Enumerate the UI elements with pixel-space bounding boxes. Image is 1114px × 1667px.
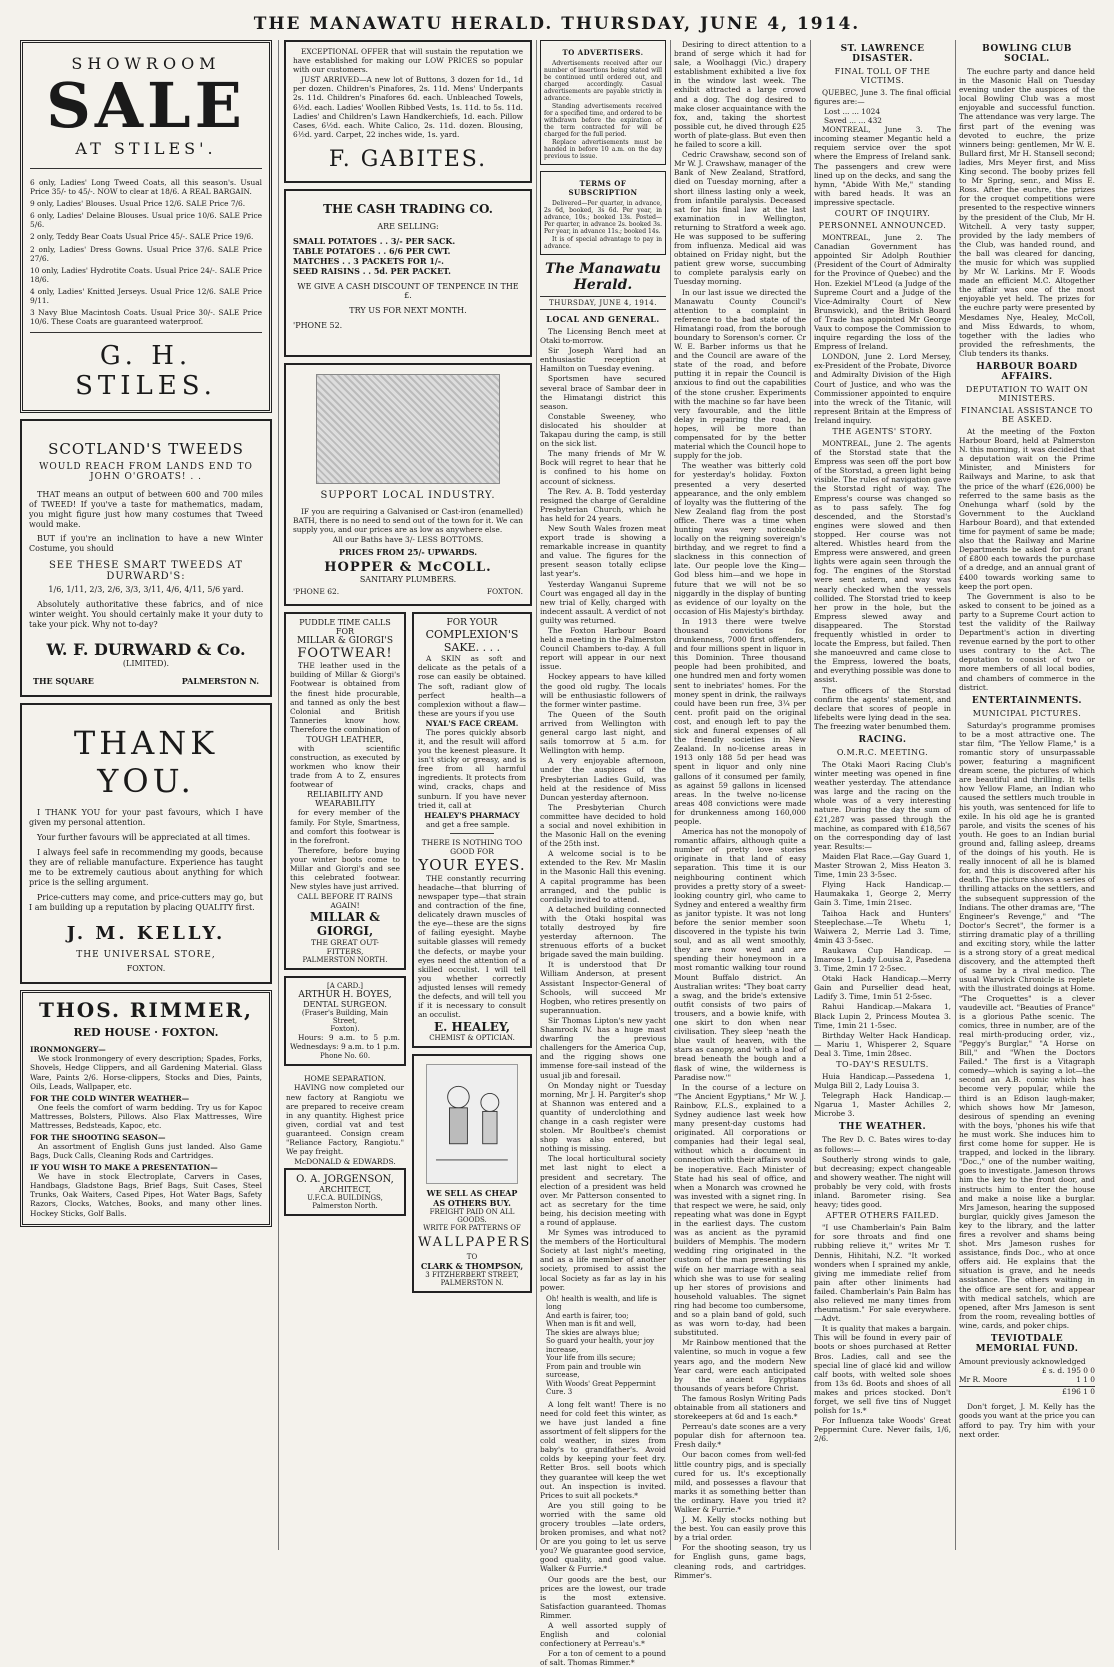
ad-text: TO	[466, 1253, 478, 1262]
column-4	[674, 40, 806, 1580]
section-subheading: FINANCIAL ASSISTANCE TO BE ASKED.	[960, 406, 1094, 424]
news-paragraph: On Monday night or Tuesday morning, Mr J. H. Pargiter's shop at Shannon was entered and a quantity of underclothing and change in a cash register were stolen. Mr Boultbee's chemist shop was also entered, but nothing is missing.	[540, 1080, 666, 1154]
verse	[546, 1295, 666, 1397]
advertiser-name: MILLAR &	[309, 910, 381, 925]
verse-line: Oh! health is wealth, and life is long	[546, 1294, 657, 1312]
town: PALMERSTON N.	[440, 1279, 504, 1288]
advertiser-name: W. F. DURWARD & Co.	[46, 640, 246, 660]
ad-text: All our Baths have 3/- LESS BOTTOMS.	[332, 535, 484, 545]
ad-text: One feels the comfort of warm bedding. Try us for Kapoc Mattresses, Bolsters, Pillows. Also Flax Mattresses, Wire Mattresses, Bedsteads, Kapoc, etc.	[30, 1102, 262, 1130]
issue-date: THURSDAY, JUNE 4, 1914.	[540, 296, 666, 310]
advertiser-name: THOS. RIMMER,	[39, 998, 253, 1023]
ad-text: Therefore, before buying your winter boots come to Millar and Giorgi's and see this celebrated footwear. New styles have just arrived.	[290, 845, 400, 892]
fund-row	[959, 1375, 1095, 1384]
section-heading: LOCAL AND GENERAL.	[546, 314, 660, 324]
sale-heading: SALE	[46, 69, 246, 142]
section-heading: ST. LAWRENCE DISASTER.	[840, 44, 925, 64]
column-1	[20, 40, 272, 1550]
advertiser-name: GIORGI,	[316, 924, 374, 939]
verse-line: From pain and trouble win surcease,	[546, 1362, 642, 1380]
phone: 'PHONE 62.	[293, 587, 340, 597]
news-paragraph: Constable Sweeney, who dislocated his shoulder at Takapau during the camp, is still on the sick list.	[540, 411, 666, 449]
fund-label: Amount previously acknowledged	[959, 1357, 1086, 1366]
ad-heading: AS OTHERS BUY.	[433, 1198, 511, 1209]
news-paragraph: Our bacon comes from well-fed little country pigs, and is specially cured for us. It's exceptionally mild, and possesses a flavour that marks it as something better than the ordinary. Have you tried it? Walker & Furrie.*	[674, 1450, 806, 1514]
column-rule	[955, 40, 956, 1550]
ad-subheading: THERE IS NOTHING TOO GOOD FOR	[421, 837, 523, 856]
news-paragraph: J. M. Kelly stocks nothing but the best. You can easily prove this by a trial order.	[674, 1515, 806, 1543]
fund-amount: 1 1 0	[1076, 1375, 1095, 1385]
fund-total: £196 1 0	[959, 1386, 1095, 1396]
stiles-ad	[20, 40, 272, 413]
ad-text: PRICES FROM 25/- UPWARDS.	[338, 547, 478, 558]
hopper-ad	[284, 363, 532, 606]
ad-subheading: HEALEY'S PHARMACY	[424, 810, 520, 820]
town: PALMERSTON NORTH.	[302, 956, 388, 965]
sale-item: 10 only, Ladies' Hydrotite Coats. Usual Price 24/-. SALE Price 18/6.	[30, 265, 262, 284]
ad-heading: COMPLEXION'S	[425, 628, 519, 642]
column-rule	[536, 40, 537, 1550]
separation-ad	[284, 1072, 406, 1168]
column-rule	[670, 40, 671, 1550]
section-heading: FOR THE COLD WINTER WEATHER—	[30, 1093, 190, 1103]
ad-text: and get a free sample.	[426, 819, 510, 829]
column-3	[540, 40, 666, 1667]
section-heading: ENTERTAINMENTS.	[971, 695, 1083, 706]
sale-item: 4 only, Ladies' Knitted Jerseys. Usual Price 12/6. SALE Price 9/11.	[30, 286, 262, 306]
column-2	[284, 40, 532, 1550]
ad-text: We have in stock Electroplate, Carvers in Cases, Handbags, Gladstone Bags, Brief Bags, Suit Cases, Steel Trunks, Oak Waiters, Cased Pipes, Hot Water Bags, Safety Razors, Clocks, Watches, Books, and many other lines. Hockey Sticks, Golf Balls.	[30, 1172, 262, 1218]
news-paragraph: Don't forget, J. M. Kelly has the goods you want at the price you can afford to pay. Try him with your next order.	[959, 1402, 1095, 1439]
news-paragraph: It is quality that makes a bargain. This will be found in every pair of boots or shoes purchased at Retter Bros. Ladies, call and see the special line of glacé kid and willow calf boots, with welted sole shoes from 13s 6d. Boots and shoes of all makes and prices stocked. Don't forget, we sell five tins of Nugget polish for 1s.*	[814, 1324, 951, 1416]
section-heading: BOWLING CLUB SOCIAL.	[982, 44, 1072, 64]
ad-text: Hours: 9 a.m. to 5 p.m. Wednesdays: 9 a.m. to 1 p.m.	[290, 1033, 400, 1052]
section-subheading: PERSONNEL ANNOUNCED.	[818, 221, 947, 231]
price-row: SEED RAISINS . . 5d. PER PACKET.	[293, 265, 451, 276]
news-paragraph: Perreau's date scones are a very popular dish for afternoon tea. Fresh daily.*	[674, 1422, 806, 1450]
news-paragraph: Saturday's programme promises to be a most attractive one. The star film, "The Yellow Flame," is a romantic story of unsurpassable power, featuring a magnificent dream scene, the pictures of which are beautiful and thrilling. It tells how Yellow Flame, an Indian who caused the settlers much trouble in his youth, was sentenced for life to exile. In his old age he is granted parole, and visits the scenes of his youth. He goes to an Indian burial ground and, falling asleep, dreams of the doings of his youth. He is really innocent of all he is blamed for, and this is discovered after his death. The picture shows a series of thrilling attacks on the settlers, and the subsequent suppression of the Indians. The other dramas are, "The Engineer's Revenge," and "The Doctor's Secret", the former is a stirring dramatic play of a thrilling and exciting story, while the latter is a strong story of a great medical discovery, and the attempted theft of same by a rival medico. The usual Warwick Chronicle is replete with the illustrated doings at Home. "The Croquettes" is a clever vaudeville act. "Beauties of France" is a glorious Pathe scenic. The comics, three in number, are of the real mirth-producing order, viz., "Peggy's Burglar," "A Horse on Bill," and "When the Doctors Failed." The first is a Vitagraph comedy—which is saying a lot—the second an A.B. comic which has become very popular, while the third is an Edison laugh-maker, which shows how Mr Jameson, desirous of spending an evening with the boys, 'phones his wife that he must work. She induces him to first come home for supper. He is trapped, and locked in the library. "Doc.," one of the number waiting, goes to investigate. Jameson throws him the key to the front door, and instructs him to enter the house and make a noise like a burglar. Mrs Jameson, hearing the supposed burglar, quickly gives Jameson the key to the library, and the latter fires a revolver and shams being shot. Mrs Jameson rushes for assistance, finds Doc., who at once offers aid. He explains that the situation is grave, and he needs assistance. The others waiting in the office are sent for, and appear with medical satchels, which are opened, after Mrs Jameson is sent from the room, revealing bottles of wine, cards, and poker chips.	[959, 720, 1095, 1330]
boyes-ad	[284, 976, 406, 1066]
notice-heading: TERMS OF SUBSCRIPTION	[568, 179, 638, 197]
news-paragraph: A long felt want! There is no need for cold feet this winter, as we have just landed a fine assortment of felt slippers for the cold weather, in sizes from baby's to grandfather's. Avoid colds by keeping your feet dry. Retter Bros. sell boots which they guarantee will keep the wet out. An inspection is invited. Prices to suit all pockets.*	[540, 1399, 666, 1500]
notice-text: Standing advertisements received for a specified time, and ordered to be withdrawn before the expiration of the term contracted for will be charged for the full period.	[544, 103, 662, 138]
advertisers-notice	[540, 40, 666, 165]
ad-subheading: ARCHITECT,	[318, 1185, 372, 1195]
ad-text: Your further favours will be appreciated at all times.	[37, 833, 251, 843]
news-paragraph: Taihoa Hack and Hunters' Steeplechase.—Te Whetu 1, Waiwera 2, Merrie Lad 3. Time, 4min 43 3-5sec.	[814, 908, 951, 945]
section-heading: TEVIOTDALE MEMORIAL FUND.	[975, 1334, 1079, 1354]
address: U.F.C.A. BUILDINGS,	[307, 1194, 383, 1203]
news-paragraph: Mr Symes was introduced to the members of the Horticultural Society at last night's meeting, and as a life member of another society, promised to assist the local Society as far as lay in his power.	[540, 1228, 666, 1292]
news-paragraph: Otaki Hack Handicap.—Merry Gain and Pursellier dead heat, Ladify 3. Time, 1min 51 2-5sec.	[814, 974, 951, 1002]
healey-ad	[412, 612, 532, 1048]
ad-text: JUST ARRIVED—A new lot of Buttons, 3 dozen for 1d., 1d per dozen. Children's Pinafores, 2s. 11d. Mens' Underpants 2s. 11d. Children's Pinafores 6d. each. Unbleached Towels, 6½d. each. Ladies' Woollen Ribbed Vests, 1s. 11d. to 5s. 11d. Ladies' and Children's Lawn Handkerchiefs, 1d. each. Pillow Cases, 6½d. each. White Calico, 2s. 11d. dozen. Blousing, 6½d. yard. Carpet, 22 inches wide, 1s. yard.	[293, 75, 523, 139]
advertiser-name: CLARK & THOMPSON,	[420, 1261, 524, 1272]
verse-line: The skies are always blue;	[546, 1328, 640, 1337]
ad-text: A SKIN as soft and delicate as the petals of a rose can easily be obtained. The soft, radiant glow of perfect health—a complexion without a flaw—these are yours if you use	[418, 654, 526, 718]
ad-heading: SAKE. . . .	[443, 641, 501, 655]
ad-heading: SUPPORT LOCAL INDUSTRY.	[320, 489, 496, 501]
fund-table	[959, 1357, 1095, 1396]
ad-text: WE GIVE A CASH DISCOUNT OF TENPENCE IN THE £.	[297, 281, 519, 300]
news-paragraph: A welcome social is to be extended to the Rev. Mr Maslin in the Masonic Hall this evening. A capital programme has been arranged, and the public is cordially invited to attend.	[540, 849, 666, 904]
verse-line: And earth is fairer, too;	[546, 1311, 629, 1320]
news-paragraph: New South Wales frozen meat export trade is showing a remarkable increase in quantity and value. The figures for the present season totally eclipse last year's.	[540, 523, 666, 579]
section-subheading: TO-DAY'S RESULTS.	[836, 1060, 929, 1069]
news-paragraph: Are you still going to be worried with the same old grocery troubles —late orders, broken promises, and what not? Or are you going to let us serve you? We guarantee good service, good quality, and good value. Walker & Furrie.*	[540, 1500, 666, 1574]
news-paragraph: The officers of the Storstad confirm the agents' statement, and declare that scores of people in lifebelts were lying dead in the sea. The freezing water benumbed them.	[814, 685, 951, 731]
phone: 'PHONE 52.	[293, 320, 343, 330]
ad-text: TRY US FOR NEXT MONTH.	[349, 305, 467, 315]
news-paragraph: In 1913 there were twelve thousand convictions for drunkenness, 7000 first offenders, and four millions spent in liquor in this Dominion. Three thousand people had been prohibited, and one hundred men and forty women sent to inebriates' homes. For the money spent in drink, the railways could have been run free, 3¼ per cent. profit paid on the original cost, and enough left to pay the sick and funeral expenses of all the friendly societies in New Zealand. In no-license areas in 1913 only 188 5d per head was spent in liquor and only nine gallons of it consumed per family, as against 59 gallons in licensed areas. In the twelve no-license areas 408 convictions were made for drunkenness among 160,000 people.	[674, 616, 806, 826]
ad-subcolumn	[412, 612, 532, 1299]
section-subheading: FINAL TOLL OF THE VICTIMS.	[834, 67, 931, 85]
advertiser-name: J. M. KELLY.	[66, 923, 226, 945]
news-paragraph: Our goods are the best, our prices are the lowest, our trade is the most extensive. Satisfaction guaranteed. Thomas Rimmer.	[540, 1574, 666, 1620]
ad-subheading: THE GREAT OUT-	[311, 938, 379, 948]
ad-subheading: NYAL'S FACE CREAM.	[425, 718, 519, 728]
ad-heading: HOME SEPARATION.	[304, 1074, 386, 1084]
subscription-notice	[540, 171, 666, 255]
ad-subcolumn	[284, 612, 406, 1299]
town: Palmerston North.	[312, 1202, 378, 1211]
ad-subheading: DENTAL SURGEON.	[303, 1000, 387, 1010]
section-heading: IRONMONGERY—	[30, 1045, 106, 1055]
fund-label: Mr R. Moore	[959, 1375, 1008, 1385]
ad-text: THE constantly recurring headache—that blurring of newspaper type—that strain and contraction of the fine, delicately drawn muscles of the eye—these are the signs of failing eyesight. Maybe suitable glasses will remedy the defects, or maybe your eyes need the attention of a skilled occulist. I will tell you whether correctly adjusted lenses will remedy the defects, and will tell you if it is necessary to consult an occulist.	[418, 873, 526, 1020]
news-paragraph: The Rev. A. B. Todd yesterday resigned the charge of Geraldine Presbyterian Church, which he has held for 24 years.	[540, 486, 666, 523]
address-line	[33, 676, 259, 686]
ad-text: with scientific construction, as executed by workmen who know their trade from A to Z, ensures footwear of	[290, 743, 400, 790]
price-list: 1/6, 1/11, 2/3, 2/6, 3/3, 3/11, 4/6, 4/11, 5/6 yard.	[48, 585, 244, 595]
news-paragraph: Maiden Flat Race.—Gay Guard 1, Master Strowan 2, Miss Heaton 3. Time, 1min 23 3-5sec.	[814, 851, 951, 880]
sale-item: 6 only, Ladies' Delaine Blouses. Usual price 10/6. SALE Price 5/6.	[30, 211, 262, 230]
ad-text: BUT if you're an inclination to have a new Winter Costume, you should	[29, 534, 263, 554]
notice-text: Advertisements received after our number of insertions being stated will be continued until ordered out, and charged accordingly. Casual advertisements are payable strictly in advance.	[544, 60, 662, 102]
ad-text: An assortment of English Guns just landed. Also Game Bags, Duck Calls, Cleaning Rods and Cartridges.	[30, 1141, 262, 1161]
price-row: SMALL POTATOES . . 3/- PER SACK.	[293, 235, 456, 246]
column-6	[959, 40, 1095, 1550]
ad-heading: WE SELL AS CHEAP	[426, 1188, 518, 1199]
section-subheading: O.M.R.C. MEETING.	[836, 748, 929, 757]
verse-line: With Woods' Great Peppermint Cure. 3	[546, 1379, 656, 1397]
column-5	[814, 40, 951, 1550]
news-paragraph: A very enjoyable afternoon, under the auspices of the Presbyterian Ladies Guild, was held at the residence of Miss Duncan yesterday afternoon.	[540, 756, 666, 802]
sale-item: 6 only, Ladies' Long Tweed Coats, all this season's. Usual Price 35/- to 45/-. NOW to clear at 18/6. A REAL BARGAIN.	[30, 178, 262, 197]
news-paragraph: In our last issue we directed the Manawatu County Council's attention to a complaint in reference to the bad state of the Himatangi road, from the borough boundary to Sorenson's corner. Cr W. E. Barber informs us that he and the Council are aware of the state of the road, and before putting it in repair the Council is anxious to find out the capabilities of the stone crusher. Experiments with the machine so far have been very favourable, and the little delay in repairing the road, he hopes, will be more than compensated for by the better material which the Council hope to supply for the job.	[674, 287, 806, 461]
news-paragraph: Raukawa Cup Handicap. — Imarose 1, Lady Louisa 2, Pasedena 3. Time, 2min 17 2-5sec.	[814, 945, 951, 974]
cartoon-illustration	[426, 1064, 518, 1184]
town: FOXTON.	[486, 587, 523, 597]
ad-text: I THANK YOU for your past favours, which I have given my personal attention.	[29, 808, 263, 828]
news-paragraph: For Influenza take Woods' Great Peppermint Cure. Never fails, 1/6, 2/6.	[814, 1416, 951, 1444]
ad-subheading: CHEMIST & OPTICIAN.	[429, 1034, 515, 1043]
section-subheading: THE AGENTS' STORY.	[832, 427, 933, 436]
news-paragraph: A well assorted supply of English and colonial confectionery at Perreau's.*	[540, 1621, 666, 1649]
ad-subheading: SANITARY PLUMBERS.	[359, 575, 457, 585]
ad-heading: SHOWROOM	[71, 54, 221, 73]
address: THE SQUARE	[33, 676, 94, 687]
address: (Fraser's Building, Main Street,	[301, 1009, 389, 1026]
news-paragraph: Sportsmen have secured several brace of Sambar deer in the Himatangi district this season.	[540, 374, 666, 411]
section-heading: HARBOUR BOARD AFFAIRS.	[976, 362, 1078, 382]
news-paragraph: The Otaki Maori Racing Club's winter meeting was opened in fine weather yesterday. The attendance was large and the racing on the whole was of a very interesting nature. During the day the sum of £21,287 was passed through the machine, as compared with £18,567 on the corresponding day of last year. Results:—	[814, 760, 951, 851]
news-paragraph: "I use Chamberlain's Pain Balm for sore throats and find one rubbing relieve it," writes Mr T. Dennis, Hihitahi, N.Z. "It worked wonders when I sprained my ankle, giving me immediate relief from pain after other liniments had failed. Chamberlain's Pain Balm has also relieved me many times from rheumatism." For sale everywhere.—Advt.	[814, 1223, 951, 1324]
news-paragraph: America has not the monopoly of romantic affairs, although quite a number of pretty love stories originate in that land of easy separation. This time it is our neighbouring continent which provides a pretty story of a sweet-looking country girl, who came to Sydney and entered a wealthy firm as janitor typiste. It was not long before the senior member soon discovered in the typiste his twin soul, and as all went smoothly, they are now wed and are spending their honeymoon in a most romantic walking tour round Mount Buffalo district. An Australian writes: "They boat carry a swag, and the bride's extensive outfit consists of two pairs of trousers, and a bowie knife, with one skirt to don when near civilisation. They sleep 'neath the blue vault of heaven, with the stars as canopy, and 'with a loaf of bread beneath the bough and a flask of wine, the wilderness is Paradise now.'"	[674, 827, 806, 1082]
durward-ad	[20, 419, 272, 697]
section-heading: IF YOU WISH TO MAKE A PRESENTATION—	[30, 1163, 218, 1173]
column-rule	[278, 40, 279, 1550]
section-subheading: MUNICIPAL PICTURES.	[972, 708, 1082, 718]
advertiser-name: HOPPER & McCOLL.	[324, 560, 492, 576]
ad-heading: SCOTLAND'S TWEEDS	[48, 440, 244, 459]
ad-text: for every member of the family. For Style, Smartness, and comfort this footwear is in the forefront.	[290, 808, 400, 845]
news-paragraph: Sir Thomas Lipton's new yacht Shamrock IV. has a huge mast dwarfing the previous challengers for the America Cup, and the rigging shows one immense fore-sail instead of the usual jib and foresail.	[540, 1015, 666, 1080]
news-paragraph: In the course of a lecture on "The Ancient Egyptians," Mr W. J. Rainbow, F.L.S., explained to a Sydney audience last week how many present-day customs had originated. All corporations or companies had their legal seal, without which a document in connection with their affairs would be inoperative. Each Minister of State had his seal of office, and when a Monarch was crowned he was invested with a signet ring. In that respect we were, he said, only repeating what was done in Egypt in the earliest days. The custom was as ancient as the pyramid builders of Memphis. The modern wedding ring originated in the custom of the man presenting his wife on her marriage with a seal which she was to use for sealing up her stores of provisions and household valuables. The signet ring had become too cumbersome, and so a plain band of gold, such as was worn to-day, had been substituted.	[674, 1082, 806, 1338]
price-row: MATCHES . . 3 PACKETS FOR 1/-.	[293, 255, 444, 266]
ad-text: THAT means an output of between 600 and 700 miles of TWEED! If you've a taste for mathematics, madam, you might figure just how many costumes that Tweed would make.	[29, 490, 263, 530]
verse-line: When man is fit and well,	[546, 1320, 637, 1329]
news-paragraph: Telegraph Hack Handicap.—Ngarua 1, Master Achilles 2, Microbe 3.	[814, 1091, 951, 1119]
price-row: TABLE POTATOES . . 6/6 PER CWT.	[293, 245, 451, 256]
column-rule	[810, 40, 811, 1550]
verse-line: Your life from ills secure;	[546, 1354, 636, 1363]
news-paragraph: The Presbyterian Church committee have decided to hold a social and novel exhibition in the Masonic Hall on the evening of the 25th inst.	[540, 802, 666, 849]
sale-item: 2 only, Ladies' Dress Gowns. Usual Price 37/6. SALE Price 27/6.	[30, 244, 262, 263]
section-heading: FOR THE SHOOTING SEASON—	[30, 1132, 166, 1142]
advertiser-name: McDONALD & EDWARDS.	[294, 1157, 396, 1167]
address: Foxton).	[330, 1025, 360, 1034]
sale-item: 2 only, Teddy Bear Coats Usual Price 45/-. SALE Price 19/6.	[30, 232, 254, 242]
ad-heading: PUDDLE TIME CALLS FOR	[299, 618, 391, 637]
news-paragraph: The Foxton Harbour Board held a meeting in the Palmerston Council Chambers to-day. A full report will appear in our next issue.	[540, 626, 666, 672]
notice-text: It is of special advantage to pay in advance.	[544, 236, 662, 250]
ad-heading: YOUR EYES.	[418, 855, 526, 874]
ad-text: THE leather used in the building of Millar & Giorgi's Footwear is obtained from the finest hide procurable, and tanned as only the best Colonial and British Tanneries know how. Therefore the combination of	[290, 661, 400, 734]
news-paragraph: Yesterday Wanganui Supreme Court was engaged all day in the new trial of Kelly, charged with indecent assault. A verdict of not guilty was returned.	[540, 579, 666, 625]
news-paragraph: The famous Roslyn Writing Pads obtainable from all stationers and storekeepers at 6d and 1s each.*	[674, 1393, 806, 1422]
news-paragraph: It is understood that Dr William Anderson, at present Assistant Inspector-General of Schools, will succeed Mr Hogben, who retires presently on superannuation.	[540, 960, 666, 1015]
news-paragraph: Birthday Welter Hack Handicap. — Mariu 1, Whisperer 2, Square Deal 3. Time, 1min 28sec.	[814, 1030, 951, 1058]
ad-heading: FOR YOUR	[446, 618, 498, 629]
news-paragraph: The many friends of Mr W. Bock will regret to hear that he is confined to his home on account of sickness.	[540, 449, 666, 486]
news-paragraph: MONTREAL, June 2. The Canadian Government has appointed Sir Adolph Routhier (President of the Court of Admiralty for the Province of Quebec) and the Hon. Ezekiel M'Leod (a Judge of the Supreme Court and a Judge of the Vice-Admiralty Court of New Brunswick), and the British Board of Trade has appointed Mr George Vaux to compose the Commission to inquire regarding the loss of the Empress of Ireland.	[814, 233, 951, 352]
phone: Phone No. 60.	[319, 1052, 371, 1061]
news-paragraph: Huia Handicap.—Passedena 1, Mulga Bill 2, Lady Louisa 3.	[814, 1072, 951, 1091]
news-paragraph: Cedric Crawshaw, second son of Mr W. J. Crawshaw, manager of the Bank of New Zealand, Stratford, died on Tuesday morning, after a short illness lasting only a week, from infantile paralysis. Deceased sat for his final law at the last examination in Wellington, returning to Stratford a week ago. He was supposed to be suffering from influenza. Medical aid was obtained on Friday night, but the patient grew worse, succumbing to complete paralysis early on Tuesday morning.	[674, 150, 806, 287]
advertiser-name: ARTHUR H. BOYES,	[298, 990, 392, 1001]
advertiser-name: O. A. JORGENSON,	[296, 1174, 394, 1186]
news-paragraph: The weather was bitterly cold for yesterday's holiday. Foxton presented a very deserted appearance, and the only emblem of loyalty was the fluttering of the New Zealand flag from the post office. There was a time when hunting was very noticeable locally on the reigning sovereign's birthday, and we regret to find a slackness in this connection of late. Our people love the King—God bless him—and we hope in future that we will not be so niggardly in the display of bunting as evidence of our loyalty on the occasion of His Majesty's birthday.	[674, 461, 806, 616]
figure-row: Lost ... ... 1024	[824, 107, 881, 117]
sale-list	[30, 168, 262, 326]
figure-icon	[427, 1065, 517, 1183]
clark-ad	[412, 1054, 532, 1293]
news-paragraph: Desiring to direct attention to a brand of serge which it had for sale, a Woolhaggi (Vic.) drapery establishment exhibited a live fox in the window last week. The exhibit attracted a large crowd and a dog. The dog desired to make closer acquaintance with the fox, and, taking the shortest possible cut, he dived through £25 worth of plate-glass. But even then he failed to score a kill.	[674, 40, 806, 150]
ad-heading: MILLAR & GIORGI'S	[296, 636, 394, 647]
ad-text: Absolutely authoritative these fabrics, and of nice winter weight. You should certainly make it your duty to take your pick. Why not to-day?	[29, 600, 263, 630]
ad-text: Price-cutters may come, and price-cutters may go, but I am building up a reputation by placing QUALITY first.	[29, 893, 263, 913]
ad-text: FREIGHT PAID ON ALL GOODS.	[429, 1208, 515, 1225]
news-paragraph: Southerly strong winds to gale, but decreasing; expect changeable and showery weather. The night will probably be very cold, with frosts inland. Barometer rising. Sea heavy; tides good.	[814, 1154, 951, 1210]
rimmer-ad	[20, 990, 272, 1226]
news-paragraph: The euchre party and dance held in the Masonic Hall on Tuesday evening under the auspices of the local Bowling Club was a most enjoyable and successful function. The attendance was very large. The first part of the evening was devoted to euchre, the prize winners being: gentlemen, Mr W. E. Bullard first, Mr H. Stansell second; ladies, Mrs Meyer first, and Miss King second. The booby prizes fell to Mr Spring, senr., and Miss E. Ross. After the euchre, the prizes for the croquet competitions were presented to the respective winners by the president of the Club, Mr H. Witchell. A very tasty supper, provided by the lady members of the Club, was handed round, and the ball was cleared for dancing, the music for which was supplied by Mr W. Larkins. Mr F. Woods made an efficient M.C. Altogether the affair was one of the most enjoyable yet held. The prizes for the euchre party were presented by Mesdames Nye, Healey, McColl, and Miss Edwards, to whom, together with the ladies who provided the refreshments, the Club tenders its thanks.	[959, 67, 1095, 358]
news-paragraph: Rahui Handicap.—Makara 1, Black Lupin 2, Princess Moutea 3. Time, 1min 21 1-5sec.	[814, 1002, 951, 1030]
advertiser-name: G. H. STILES.	[30, 332, 262, 405]
masthead: The Manawatu Herald.	[545, 261, 661, 293]
divider	[450, 833, 493, 834]
sale-item: 9 only, Ladies' Blouses. Usual Price 12/6. SALE Price 7/6.	[30, 199, 246, 209]
ad-subheading: CALL BEFORE IT RAINS AGAIN!	[297, 892, 393, 911]
ad-text: EXCEPTIONAL OFFER that will sustain the reputation we have established for making our LOW PRICES so popular with our customers.	[293, 47, 523, 75]
ad-subheading: TOUGH LEATHER,	[306, 734, 384, 744]
ad-subheading: THE UNIVERSAL STORE,	[76, 950, 216, 961]
news-paragraph: The Licensing Bench meet at Otaki to-morrow.	[540, 327, 666, 346]
ad-text: WRITE FOR PATTERNS OF	[423, 1224, 521, 1233]
figure-row: Saved ... ... 432	[824, 116, 882, 126]
section-subheading: COURT OF INQUIRY.	[834, 209, 931, 219]
news-paragraph: The Queen of the South arrived from Wellington with general cargo last night, and sails tomorrow at 5 a.m. for Wellington with hemp.	[540, 709, 666, 756]
news-paragraph: QUEBEC, June 3. The final official figures are:—	[814, 88, 951, 107]
news-paragraph: MONTREAL, June 2. The agents of the Storstad state that the Empress was seen off the port bow of the Storstad, a green light being visible. The rules of navigation gave the Storstad right of way. The Empress's course was changed so as to pass safely. The fog descended, and the Storstad's engines were slowed and then stopped. Her course was not altered. Whistles heard from the Empress were answered, and green lights were again seen through the fog. The engines of the Storstad were sent astern, and way was nearly checked when the vessels collided. The Storstad tried to keep her prow in the hole, but the Empress slewed away and disappeared. The Storstad frequently whistled in order to locate the Empress, but failed. Then she manoeuvred and came close to the Empress, lowered the boats, and everything possible was done to assist.	[814, 439, 951, 685]
news-paragraph: For a ton of cement to a pound of salt. Thomas Rimmer.*	[540, 1649, 666, 1667]
ad-subheading: RELIABILITY AND WEARABILITY	[307, 790, 383, 809]
section-heading: THE WEATHER.	[838, 1122, 927, 1133]
address: 3 FITZHERBERT STREET,	[425, 1271, 519, 1280]
news-paragraph: The Government is also to be asked to consent to be joined as a party to a Supreme Court action to test the validity of the Railway Department's action in diverting revenue earned by the port to other uses contrary to the Act. The deputation to consist of two or more members of all local bodies, and chambers of commerce in the district.	[959, 591, 1095, 692]
ad-subheading: FITTERS,	[326, 947, 364, 957]
news-paragraph: LONDON, June 2. Lord Mersey, ex-President of the Probate, Divorce and Admiralty Division of the High Court of Justice, and who was the Commissioner appointed to enquire into the wreck of the Titanic, will represent Britain at the Empress of Ireland inquiry.	[814, 352, 951, 425]
news-paragraph: The local horticultural society met last night to elect a president and secretary. The election of a president was held over. Mr Patterson consented to act as secretary for the time being, his decision meeting with a round of applause.	[540, 1154, 666, 1227]
ad-subheading: WOULD REACH FROM LANDS END TO JOHN O'GROATS! . .	[39, 462, 253, 483]
news-paragraph: MONTREAL, June 3. The incoming steamer Megantic held a requiem service over the spot where the Empress of Ireland sank. The passengers and crew were lined up on the decks, and sang the hymn, "Abide With Me," standing with bared heads. It was an impressive spectacle.	[814, 125, 951, 207]
notice-heading: TO ADVERTISERS.	[562, 48, 644, 57]
town: PALMERSTON N.	[181, 676, 259, 687]
news-paragraph: The Rev D. C. Bates wires to-day as follows:—	[814, 1135, 951, 1154]
price-list	[293, 236, 523, 276]
news-paragraph: Sir Joseph Ward had an enthusiastic reception at Hamilton on Tuesday evening.	[540, 346, 666, 374]
news-paragraph: At the meeting of the Foxton Harbour Board, held at Palmerston N. this morning, it was decided that a deputation wait on the Prime Minister, and Ministers for Railways and Marine, to ask that the price of the wharf (£26,000) be referred to the same basis as the Onehunga wharf (sold by the Government to the Auckland Harbour Board), and that extended time for payment of same be made; also that the Railway and Marine Departments be asked for a grant of £800 each towards the purchase of a dredge, and an annual grant of £400 towards working same to keep the port open.	[959, 427, 1095, 591]
advertiser-name: F. GABITES.	[328, 146, 488, 172]
fund-amount: £ s. d. 195 0 0	[1041, 1366, 1095, 1376]
advertiser-name: E. HEALEY,	[433, 1020, 511, 1035]
ad-text: IF you are requiring a Galvanised or Cast-iron (enamelled) BATH, there is no need to send out of the town for it. We can supply you, and our prices are as low as anywhere else.	[293, 506, 523, 535]
cash-trading-ad	[284, 189, 532, 357]
bath-illustration	[316, 374, 500, 484]
advertiser-name: THE CASH TRADING CO.	[323, 201, 493, 216]
section-subheading: DEPUTATION TO WAIT ON MINISTERS.	[965, 385, 1089, 403]
ad-heading: THANK YOU.	[73, 724, 219, 801]
notice-text: Replace advertisements must be handed in before 10 a.m. on the day previous to issue.	[544, 139, 662, 160]
millar-ad	[284, 612, 406, 970]
ad-text: The pores quickly absorb it, and the result will afford you the keenest pleasure. It isn't sticky or greasy, and is free from all harmful ingredients. It protects from wind, cracks, chaps and sunburn. If you have never tried it, call at	[418, 727, 526, 810]
ad-text: I always feel safe in recommending my goods, because they are of reliable manufacture. Experience has taught me to be extremely cautious about anything for which price is the selling argument.	[29, 848, 263, 888]
town: FOXTON.	[126, 964, 166, 974]
ad-subheading: RED HOUSE · FOXTON.	[73, 1026, 219, 1040]
page-header: THE MANAWATU HERALD. THURSDAY, JUNE 4, 1914.	[253, 14, 861, 34]
ad-subheading: SEE THESE SMART TWEEDS AT DURWARD'S:	[48, 560, 244, 583]
news-paragraph: Mr Rainbow mentioned that the valentine, so much in vogue a few years ago, and the modern New Year card, were each anticipated by the ancient Egyptians thousands of years before Christ.	[674, 1338, 806, 1393]
verse-line: So guard your health, your joy increase,	[546, 1337, 655, 1354]
news-paragraph: A detached building connected with the Otaki hospital was totally destroyed by fire yesterday afternoon. The strenuous efforts of a bucket brigade saved the main building.	[540, 904, 666, 960]
jorgenson-ad	[284, 1168, 406, 1216]
ad-heading: WALLPAPERS	[418, 1235, 532, 1251]
ad-text: We stock Ironmongery of every description; Spades, Forks, Shovels, Hedge Clippers, and all Gardening Material. Glass Ware, Paints 2/6. Horse-clippers, Stocks and Dies, Paints, Oils, Leads, Wallpaper, etc.	[30, 1054, 262, 1091]
notice-text: Delivered—Per quarter, in advance, 2s 6d, booked, 3s 6d. Per year, in advance, 10s.; booked 13s. Posted—Per quarter, in advance 2s. booked 3s. Per year, in advance 11s.; booked 14s.	[544, 200, 662, 235]
kelly-ad	[20, 703, 272, 984]
ad-subheading: AT STILES'.	[75, 139, 217, 158]
section-subheading: AFTER OTHERS FAILED.	[825, 1211, 940, 1221]
ad-subheading: (LIMITED).	[122, 659, 170, 669]
news-paragraph: For the shooting season, try us for English guns, game bags, cleaning rods, and cartridges. Rimmer's.	[674, 1543, 806, 1580]
ad-text: HAVING now completed our new factory at Rangiotu we are prepared to receive cream in any quantity. Highest price given, cordial vat and test guaranteed. Consign cream "Reliance Factory, Rangiotu." We pay freight.	[286, 1083, 404, 1157]
ad-subheading: ARE SELLING:	[377, 221, 439, 231]
address-line	[293, 587, 523, 596]
ad-label: [A CARD.]	[326, 982, 363, 991]
gabites-ad	[284, 40, 532, 183]
ad-row	[284, 612, 532, 1299]
news-paragraph: Hockey appears to have killed the good old rugby. The locals will be enthusiastic followers of the former winter pastime.	[540, 672, 666, 709]
sale-item: 3 Navy Blue Macintosh Coats. Usual Price 30/-. SALE Price 10/6. These Coats are guaranteed waterproof.	[30, 308, 262, 327]
news-paragraph: Flying Hack Handicap.—Haumakaka 1, George 2, Merry Gain 3. Time, 1min 21sec.	[814, 880, 951, 908]
section-heading: RACING.	[858, 735, 907, 745]
ad-heading: FOOTWEAR!	[297, 646, 393, 662]
